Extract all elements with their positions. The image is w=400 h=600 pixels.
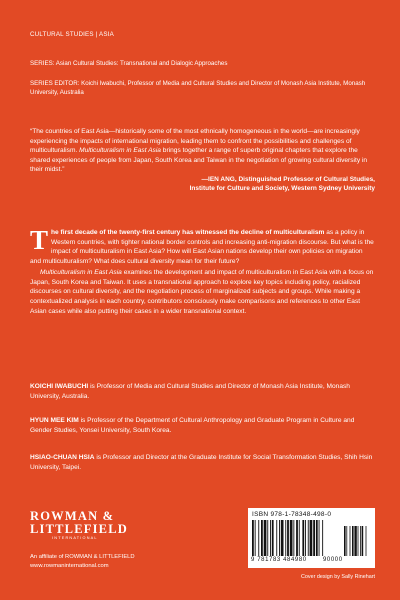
publisher-website: www.rowmaninternational.com — [30, 563, 109, 569]
isbn-barcode — [248, 508, 375, 568]
bio-name: KOICHI IWABUCHI — [30, 383, 89, 390]
quote-text-before: “The countries of East Asia—historically some of the most ethnically homogeneous in the world—are increasingly experiencing the impacts of international migration, leading them to confront the possibilities and challenges of multiculturalism. — [30, 128, 360, 155]
barcode-bar — [285, 520, 286, 556]
barcode-bar — [352, 526, 354, 556]
barcode-bar — [299, 520, 300, 556]
barcode-bar — [252, 520, 254, 556]
barcode-bar — [290, 520, 293, 556]
barcode-digits: 9 781783 484980 — [251, 557, 307, 563]
barcode-bar — [322, 520, 323, 556]
publisher-logo — [30, 510, 128, 540]
barcode-bar — [267, 520, 268, 556]
editor-bio-3 — [30, 453, 375, 472]
publisher-affiliate: An affiliate of ROWMAN & LITTLEFIELD — [30, 554, 135, 560]
bio-name: HYUN MEE KIM — [30, 417, 79, 424]
attribution-line-2: Institute for Culture and Society, Western Sydney University — [189, 185, 375, 193]
isbn-number: ISBN 978-1-78348-498-0 — [252, 511, 332, 518]
barcode-bar — [344, 526, 346, 556]
barcode-bar — [287, 520, 289, 556]
isbn-label — [252, 511, 331, 518]
barcode-bar — [305, 520, 306, 556]
barcode-bar — [302, 520, 304, 556]
barcode-bar — [308, 520, 309, 556]
barcode-bar — [319, 520, 320, 556]
series-title: SERIES: Asian Cultural Studies: Transnational and Dialogic Approaches — [30, 60, 228, 67]
quote-book-title: Multiculturalism in East Asia — [79, 147, 161, 155]
barcode-bar — [362, 526, 364, 556]
description-paragraph-1 — [30, 225, 375, 267]
barcode-bar — [270, 520, 271, 556]
drop-cap: T — [30, 225, 49, 255]
barcode-bar — [346, 526, 347, 556]
barcode-bar — [310, 520, 313, 556]
bio-name: HSIAO-CHUAN HSIA — [30, 454, 95, 461]
barcode-bar — [358, 526, 359, 556]
barcode-bar — [350, 526, 351, 556]
quote-text-after: brings together a range of superb original chapters that explore the shared experiences of people from Japan, South Korea and Taiwan in the negotiation of growing cultural diversity in their midst.” — [30, 147, 368, 174]
description-lead: he first decade of the twenty-first century has witnessed the decline of multiculturalism — [51, 229, 325, 236]
barcode-bar — [272, 520, 274, 556]
editor-bio-2 — [30, 416, 375, 435]
description-text-2: examines the development and impact of multiculturalism in East Asia with a focus on Japan, South Korea and Taiwan. It uses a transnational approach to explore key topics including policy, racialized discourses on cultural diversity, and the negotiation process of marginalized subjects and groups. While making a contextualized analysis in each country, contributors consciously make comparisons and references to other East Asian cases while also putting their cases in a wider transnational context. — [30, 268, 374, 315]
bio-text: is Professor of the Department of Cultural Anthropology and Graduate Program in Culture and Gender Studies, Yonsei University, South Korea. — [30, 417, 355, 434]
quote-attribution — [30, 175, 375, 194]
description-text-1: as a policy in Western countries, with tighter national border controls and increasing anti-migration discourse. But what is the impact of multiculturalism in East Asia? How will East Asian nations develop their own policies on migration and multiculturalism? What does cultural diversity mean for their future? — [30, 229, 374, 266]
barcode-bar — [360, 526, 361, 556]
barcode-bar — [261, 520, 263, 556]
bio-text: is Professor of Media and Cultural Studies and Director of Monash Asia Institute, Monash University, Australia. — [30, 383, 350, 400]
barcode-bar — [279, 520, 280, 556]
barcode-bar — [255, 520, 256, 556]
series-tag: CULTURAL STUDIES | ASIA — [30, 31, 114, 38]
bio-text: is Professor and Director at the Graduate Institute for Social Transformation Studies, Shih Hsin University, Taipei. — [30, 454, 373, 471]
barcode-bar — [281, 520, 284, 556]
barcode-bar — [276, 520, 277, 556]
barcode-bar — [293, 520, 294, 556]
editor-bio-1 — [30, 382, 375, 401]
barcode-bar — [316, 520, 318, 556]
barcode-graphic — [252, 520, 372, 556]
barcode-bar — [313, 520, 315, 556]
attribution-line-1: —IEN ANG, Distinguished Professor of Cultural Studies, — [201, 175, 375, 183]
series-editor: SERIES EDITOR: Koichi Iwabuchi, Professor of Media and Cultural Studies and Director of Monash Asia Institute, Monash University, Australia — [30, 80, 366, 96]
description-paragraph-2 — [30, 268, 375, 317]
logo-line-3: INTERNATIONAL — [52, 536, 98, 540]
barcode-bar — [366, 526, 367, 556]
logo-line-1: ROWMAN & — [30, 509, 115, 523]
barcode-bar — [354, 526, 356, 556]
barcode-price-code: 90000 — [323, 557, 343, 563]
book-description — [30, 225, 375, 316]
endorsement-quote — [30, 127, 375, 194]
barcode-bar — [264, 520, 267, 556]
description-book-title: Multiculturalism in East Asia — [40, 268, 122, 276]
cover-credit: Cover design by Sally Rinehart — [300, 574, 375, 580]
barcode-bar — [296, 520, 298, 556]
logo-line-2: LITTLEFIELD — [30, 522, 128, 536]
barcode-bar — [258, 520, 259, 556]
barcode-number — [251, 557, 343, 563]
